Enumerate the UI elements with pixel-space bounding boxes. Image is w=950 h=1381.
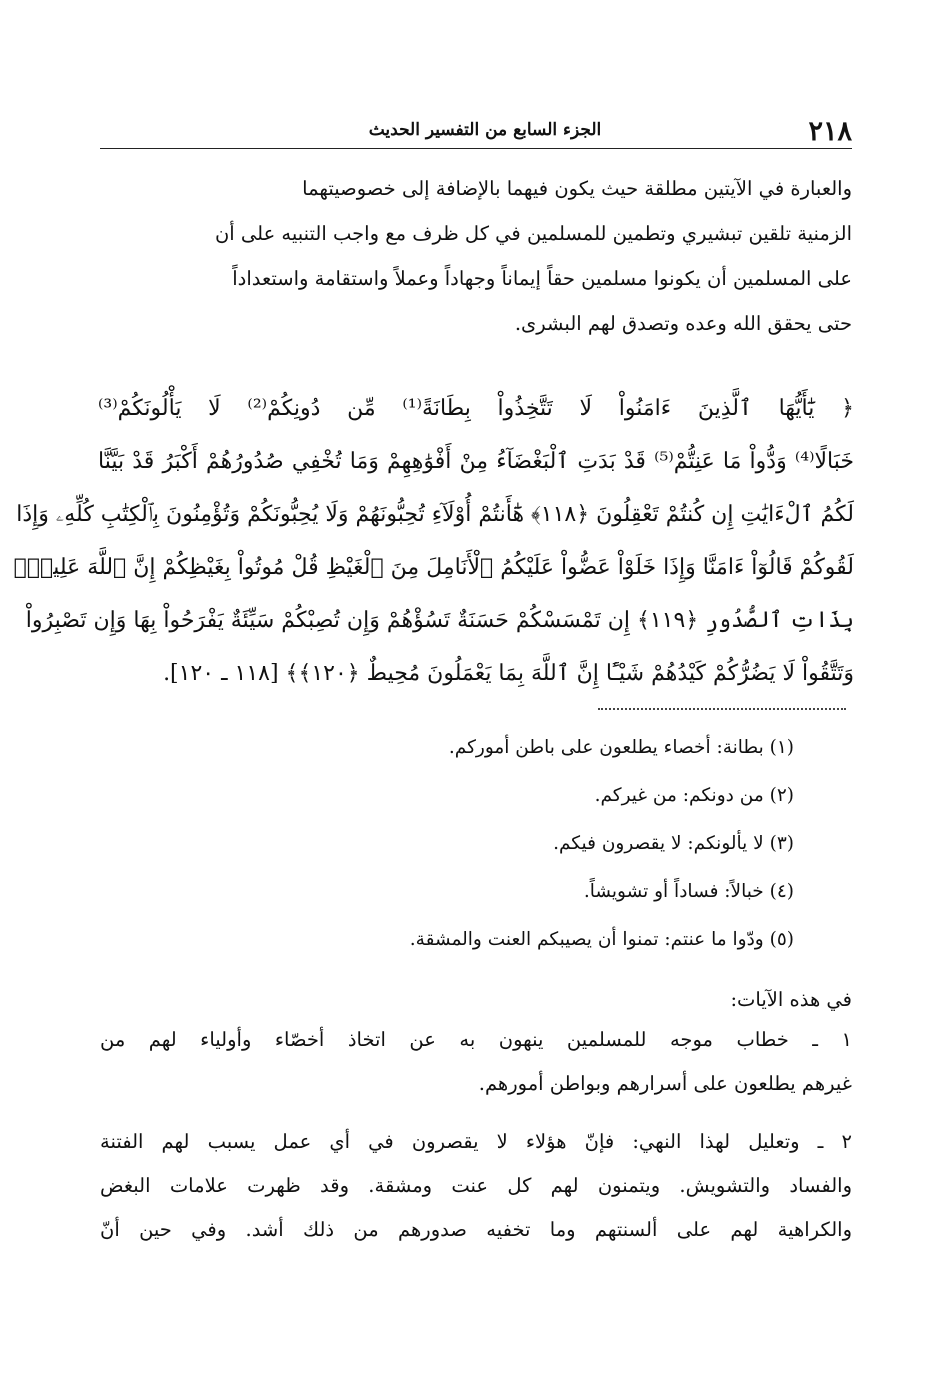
- section-heading: في هذه الآيات:: [730, 988, 852, 1011]
- running-title: الجزء السابع من التفسير الحديث: [368, 120, 602, 140]
- page-header: [100, 112, 852, 149]
- quran-passage: [13, 382, 854, 700]
- point-line: غيرهم يطلعون على أسرارهم وبواطن أمورهم.: [478, 1072, 852, 1095]
- footnote: (٤) خبالاً: فساداً أو تشويشاً.: [583, 881, 794, 902]
- point-1: [100, 1018, 852, 1106]
- verse-line: خَبَالًا⁽⁴⁾ وَدُّواْ مَا عَنِتُّمْ⁽⁵⁾ قَدْ بَدَتِ ٱلْبَغْضَآءُ مِنْ أَفْوَٰهِهِمْ وَمَا تُخْفِي صُدُورُهُمْ أَكْبَرُ قَدْ بَيَّنَّا: [98, 449, 854, 474]
- footnote: (٥) ودّوا ما عنتم: تمنوا أن يصيبكم العنت والمشقة.: [409, 929, 794, 950]
- footnote: (٢) من دونكم: من غيركم.: [594, 785, 794, 806]
- page-number: ٢١٨: [808, 116, 852, 147]
- point-line: ٢ ـ وتعليل لهذا النهي: فإنّ هؤلاء لا يقصرون في أي عمل يسبب لهم الفتنة: [100, 1130, 852, 1153]
- paragraph-line: الزمنية تلقين تبشيري وتطمين للمسلمين في كل ظرف مع واجب التنبيه على أن: [214, 222, 852, 245]
- verse-line: وَتَتَّقُواْ لَا يَضُرُّكُمْ كَيْدُهُمْ شَيْـًٔا إِنَّ ٱللَّهَ بِمَا يَعْمَلُونَ مُحِيطٌ ﴿١٢٠﴾﴾ [١١٨ ـ ١٢٠].: [163, 661, 854, 686]
- verse-line: لَكُمُ ٱلْءَايَٰتِ إِن كُنتُمْ تَعْقِلُونَ ﴿١١٨﴾ هَٰٓأَنتُمْ أُوْلَآءِ تُحِبُّونَهُمْ وَلَا يُحِبُّونَكُمْ وَتُؤْمِنُونَ بِٱلْكِتَٰبِ كُلِّهِۦ وَإِذَا: [16, 502, 854, 527]
- point-2: [100, 1120, 852, 1252]
- point-line: ١ ـ خطاب موجه للمسلمين ينهون به عن اتخاذ أخصّاء وأولياء لهم من: [100, 1028, 852, 1051]
- intro-paragraph: [100, 166, 852, 346]
- verse-line: لَقُوكُمْ قَالُوٓاْ ءَامَنَّا وَإِذَا خَلَوْاْ عَضُّواْ عَلَيْكُمُ ٱلْأَنَامِلَ مِنَ ٱلْغَيْظِ قُلْ مُوتُواْ بِغَيْظِكُمْ إِنَّ ٱللَّهَ عَلِيمٌۢ: [13, 555, 854, 580]
- verse-line: ﴿ يَٰٓأَيُّهَا ٱلَّذِينَ ءَامَنُواْ لَا تَتَّخِذُواْ بِطَانَةً⁽¹⁾ مِّن دُونِكُمْ⁽²⁾ لَا يَأْلُونَكُمْ⁽³⁾: [98, 396, 854, 421]
- paragraph-line: والعبارة في الآيتين مطلقة حيث يكون فيهما بالإضافة إلى خصوصيتهما: [302, 177, 852, 200]
- footnote-separator: [598, 708, 846, 710]
- point-line: والكراهية لهم على ألسنتهم وما تخفيه صدورهم من ذلك أشد. وفي حين أنّ: [100, 1218, 852, 1241]
- paragraph-line: على المسلمين أن يكونوا مسلمين حقاً إيماناً وجهاداً وعملاً واستقامة واستعداداً: [232, 267, 852, 290]
- footnote: (١) بطانة: أخصاء يطلعون على باطن أموركم.: [448, 737, 794, 758]
- footnotes: [200, 724, 794, 964]
- point-line: والفساد والتشويش. ويتمنون لهم كل عنت ومشقة. وقد ظهرت علامات البغض: [100, 1174, 852, 1197]
- footnote: (٣) لا يألونكم: لا يقصرون فيكم.: [553, 833, 794, 854]
- verse-line: بِذَاتِ ٱلصُّدُورِ ﴿١١٩﴾ إِن تَمْسَسْكُمْ حَسَنَةٌ تَسُؤْهُمْ وَإِن تُصِبْكُمْ سَيِّئَةٌ يَفْرَحُواْ بِهَا وَإِن تَصْبِرُواْ: [25, 608, 854, 633]
- paragraph-line: حتى يحقق الله وعده وتصدق لهم البشرى.: [514, 312, 852, 335]
